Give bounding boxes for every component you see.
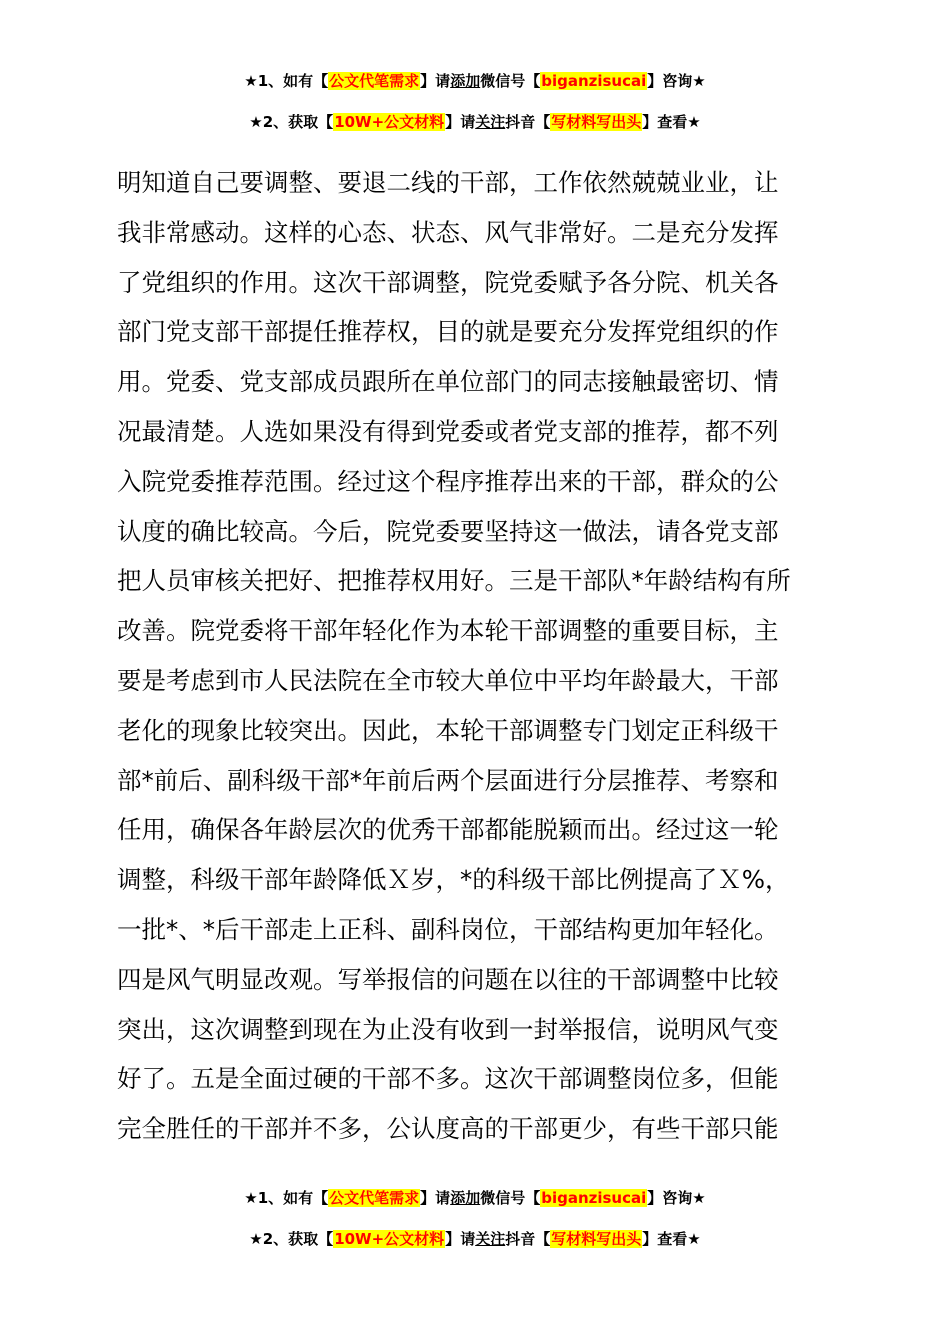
body-line: 调整，科级干部年龄降低Ｘ岁，*的科级干部比例提高了Ｘ%， — [117, 865, 790, 895]
highlight-service: 公文代笔需求 — [329, 1189, 420, 1207]
body-line: 明知道自己要调整、要退二线的干部，工作依然兢兢业业，让 — [117, 168, 779, 197]
star-icon: ★ — [244, 72, 258, 90]
body-line: 任用，确保各年龄层次的优秀干部都能脱颖而出。经过这一轮 — [117, 815, 779, 845]
body-line: 认度的确比较高。今后，院党委要坚持这一做法，请各党支部 — [117, 516, 779, 546]
highlight-wechat-id: biganzisucai — [541, 72, 647, 90]
body-line: 好了。五是全面过硬的干部不多。这次干部调整岗位多，但能 — [117, 1064, 779, 1094]
body-line: 要是考虑到市人民法院在全市较大单位中平均年龄最大，干部 — [117, 665, 779, 695]
footer-banner-line-2: ★2、获取【10W+公文材料】请关注抖音【写材料写出头】查看★ — [249, 1230, 701, 1248]
highlight-service: 公文代笔需求 — [329, 72, 420, 90]
body-line: 况最清楚。人选如果没有得到党委或者党支部的推荐，都不列 — [117, 416, 779, 446]
body-line: 入院党委推荐范围。经过这个程序推荐出来的干部，群众的公 — [117, 466, 779, 496]
body-line: 我非常感动。这样的心态、状态、风气非常好。二是充分发挥 — [117, 217, 779, 247]
body-line: 把人员审核关把好、把推荐权用好。三是干部队*年龄结构有所 — [117, 566, 791, 596]
body-line: 了党组织的作用。这次干部调整，院党委赋予各分院、机关各 — [117, 267, 779, 297]
body-line: 四是风气明显改观。写举报信的问题在以往的干部调整中比较 — [117, 964, 779, 994]
highlight-douyin: 写材料写出头 — [551, 113, 642, 131]
document-body — [117, 158, 837, 1154]
body-line: 老化的现象比较突出。因此，本轮干部调整专门划定正科级干 — [117, 715, 779, 745]
body-line: 突出，这次调整到现在为止没有收到一封举报信，说明风气变 — [117, 1014, 779, 1044]
star-icon: ★ — [244, 1189, 258, 1207]
header-banner-line-1: ★1、如有【公文代笔需求】请添加微信号【biganzisucai】咨询★ — [244, 72, 706, 90]
highlight-wechat-id: biganzisucai — [541, 1189, 647, 1207]
header-banner-line-2: ★2、获取【10W+公文材料】请关注抖音【写材料写出头】查看★ — [249, 113, 701, 131]
body-line: 部*前后、副科级干部*年前后两个层面进行分层推荐、考察和 — [117, 765, 779, 795]
body-line: 改善。院党委将干部年轻化作为本轮干部调整的重要目标，主 — [117, 616, 779, 646]
body-line: 部门党支部干部提任推荐权，目的就是要充分发挥党组织的作 — [117, 317, 779, 347]
body-line: 用。党委、党支部成员跟所在单位部门的同志接触最密切、情 — [117, 367, 779, 397]
star-icon: ★ — [249, 1230, 263, 1248]
star-icon: ★ — [249, 113, 263, 131]
highlight-douyin: 写材料写出头 — [551, 1230, 642, 1248]
highlight-materials: 10W+公文材料 — [334, 113, 445, 131]
body-line: 一批*、*后干部走上正科、副科岗位，干部结构更加年轻化。 — [117, 914, 779, 944]
footer-banner-line-1: ★1、如有【公文代笔需求】请添加微信号【biganzisucai】咨询★ — [244, 1189, 706, 1207]
body-line: 完全胜任的干部并不多，公认度高的干部更少，有些干部只能 — [117, 1114, 779, 1144]
highlight-materials: 10W+公文材料 — [334, 1230, 445, 1248]
